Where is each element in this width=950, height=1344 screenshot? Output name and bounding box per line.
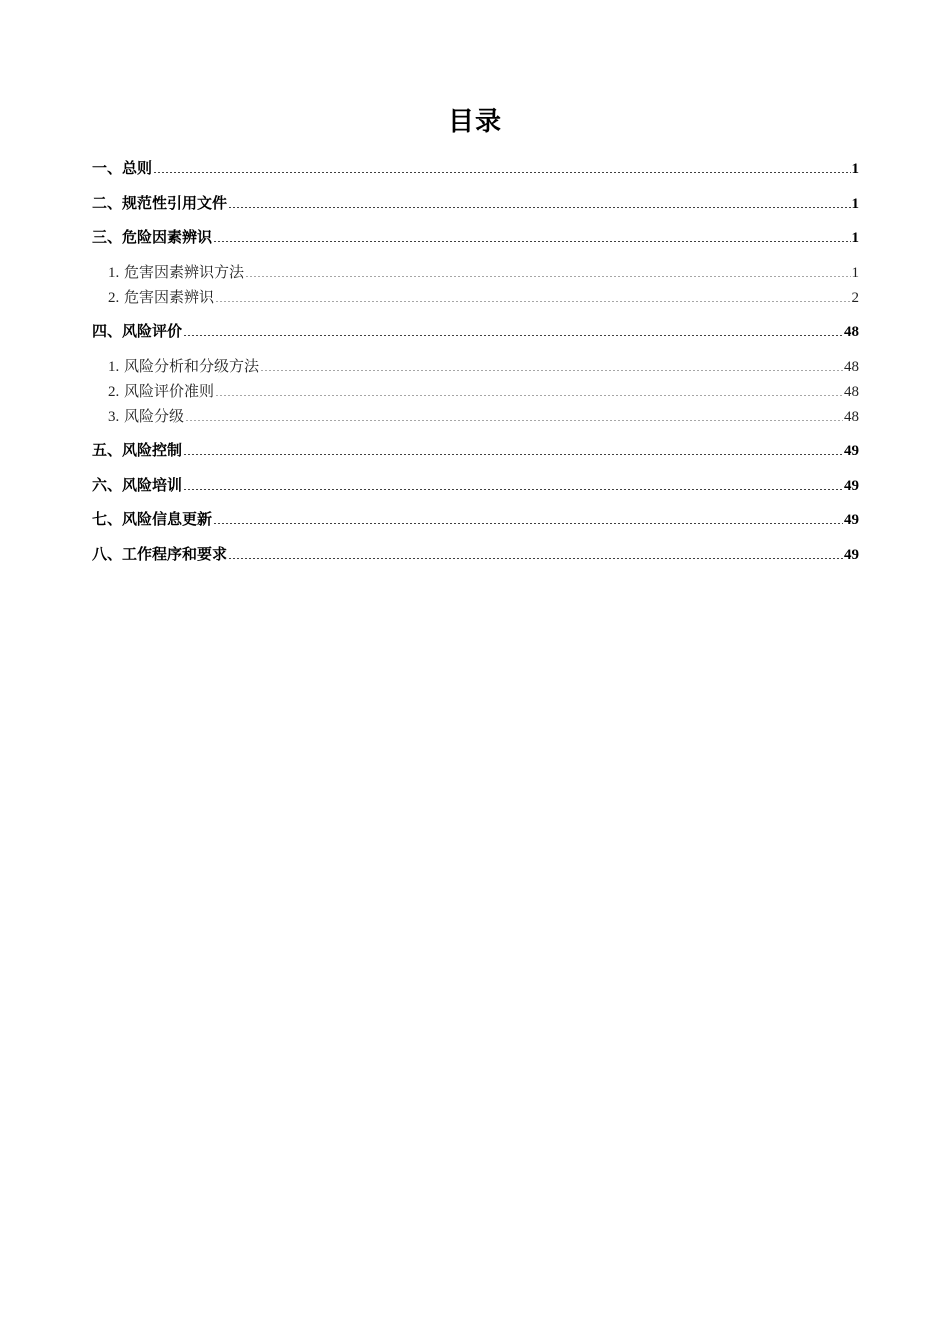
toc-entry-label: 一、总则	[92, 159, 153, 177]
toc-entry-page: 1	[851, 161, 859, 177]
toc-entry-page: 48	[844, 324, 859, 340]
dot-leader	[213, 523, 843, 524]
toc-entry-page: 1	[851, 230, 859, 246]
toc-entry-number: 3.	[108, 409, 120, 425]
toc-subentry[interactable]	[92, 355, 859, 377]
toc-entry[interactable]	[92, 192, 859, 214]
toc-entry[interactable]	[92, 508, 859, 530]
dot-leader	[215, 395, 843, 396]
toc-entry-label: 六、风险培训	[92, 476, 183, 494]
toc-entry-page: 48	[844, 359, 859, 375]
toc-entry-page: 1	[851, 265, 859, 281]
toc-entry-page: 49	[844, 547, 859, 563]
toc-entry[interactable]	[92, 320, 859, 342]
toc-entry-label: 七、风险信息更新	[92, 510, 213, 528]
dot-leader	[183, 489, 843, 490]
toc-entry-label: 危害因素辨识	[124, 288, 215, 306]
toc-entry[interactable]	[92, 439, 859, 461]
dot-leader	[228, 558, 843, 559]
toc-entry-page: 48	[844, 409, 859, 425]
toc-entry-page: 2	[851, 290, 859, 306]
toc-entry[interactable]	[92, 226, 859, 248]
dot-leader	[185, 420, 843, 421]
toc-entry-label: 风险分析和分级方法	[124, 357, 260, 375]
toc-entry[interactable]	[92, 543, 859, 565]
toc-entry-page: 1	[851, 196, 859, 212]
toc-entry-page: 48	[844, 384, 859, 400]
dot-leader	[153, 172, 850, 173]
toc-subentry[interactable]	[92, 380, 859, 402]
toc-entry-label: 八、工作程序和要求	[92, 545, 228, 563]
toc-entry-number: 2.	[108, 290, 120, 306]
dot-leader	[215, 301, 850, 302]
toc-entry-page: 49	[844, 478, 859, 494]
toc-entry-label: 风险评价准则	[124, 382, 215, 400]
toc-subentry[interactable]	[92, 286, 859, 308]
toc-subentry[interactable]	[92, 261, 859, 283]
toc-entry-page: 49	[844, 512, 859, 528]
dot-leader	[245, 276, 850, 277]
dot-leader	[183, 335, 843, 336]
toc-subentry[interactable]	[92, 405, 859, 427]
toc-entry[interactable]	[92, 474, 859, 496]
toc-entry-label: 危害因素辨识方法	[124, 263, 245, 281]
toc-entry-label: 风险分级	[124, 407, 185, 425]
toc-entry-page: 49	[844, 443, 859, 459]
toc-entry-number: 1.	[108, 359, 120, 375]
toc-entry-label: 二、规范性引用文件	[92, 194, 228, 212]
toc-entry-number: 1.	[108, 265, 120, 281]
toc-title: 目录	[447, 107, 502, 137]
dot-leader	[228, 207, 850, 208]
toc-entry-label: 五、风险控制	[92, 441, 183, 459]
dot-leader	[183, 454, 843, 455]
toc-entry[interactable]	[92, 157, 859, 179]
dot-leader	[213, 241, 850, 242]
toc-entry-label: 三、危险因素辨识	[92, 228, 213, 246]
dot-leader	[260, 370, 843, 371]
toc-entry-number: 2.	[108, 384, 120, 400]
toc-entry-label: 四、风险评价	[92, 322, 183, 340]
